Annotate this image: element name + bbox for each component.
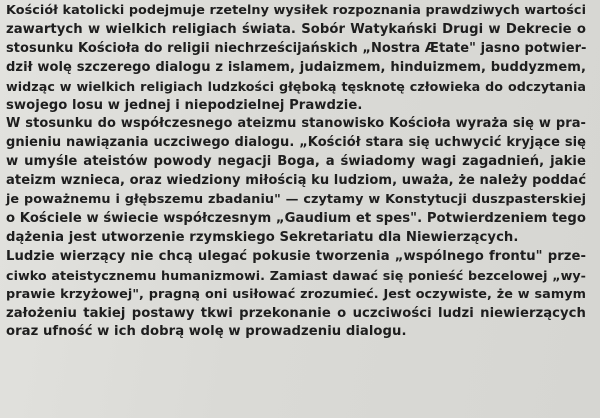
paragraph-atheism xyxy=(6,115,586,247)
text-line: w umyśle ateistów powody negacji Boga, a świadomy wagi zagadnień, jakie xyxy=(6,154,586,170)
text-line: dził wolę szczerego dialogu z islamem, judaizmem, hinduizmem, buddyzmem, xyxy=(6,59,586,75)
text-line: ateizm wznieca, oraz wiedziony miłością ku ludziom, uważa, że należy poddać xyxy=(6,173,587,189)
text-line: zawartych w wielkich religiach świata. Sobór Watykański Drugi w Dekrecie o xyxy=(6,21,586,37)
text-line: oraz ufność w ich dobrą wolę w prowadzeniu dialogu. xyxy=(6,324,407,340)
text-line: dążenia jest utworzenie rzymskiego Sekretariatu dla Niewierzących. xyxy=(6,229,519,245)
text-line: założeniu takiej postawy tkwi przekonanie o uczciwości ludzi niewierzących xyxy=(6,305,586,321)
text-line: gnieniu nawiązania uczciwego dialogu. „Kościół stara się uchwycić kryjące się xyxy=(6,135,586,151)
text-line: stosunku Kościoła do religii niechrześcijańskich „Nostra Ætate" jasno potwier- xyxy=(6,40,587,56)
paragraph-religions xyxy=(6,2,586,115)
text-line: swojego losu w jednej i niepodzielnej Prawdzie. xyxy=(6,97,363,113)
text-line: Ludzie wierzący nie chcą ulegać pokusie tworzenia „wspólnego frontu" prze- xyxy=(6,248,586,264)
text-line: Kościół katolicki podejmuje rzetelny wysiłek rozpoznania prawdziwych wartości xyxy=(6,3,586,18)
text-line: prawie krzyżowej", pragną oni usiłować zrozumieć. Jest oczywiste, że w samym xyxy=(6,286,586,302)
text-line: o Kościele w świecie współczesnym „Gaudium et spes". Potwierdzeniem tego xyxy=(6,210,586,226)
text-line: je poważnemu i głębszemu zbadaniu" — czytamy w Konstytucji duszpasterskiej xyxy=(6,192,586,208)
text-line: ciwko ateistycznemu humanizmowi. Zamiast dawać się ponieść bezcelowej „wy- xyxy=(6,267,586,283)
text-line: W stosunku do współczesnego ateizmu stanowisko Kościoła wyraża się w pra- xyxy=(6,116,586,132)
paragraph-dialogue xyxy=(6,248,586,343)
text-line: widząc w wielkich religiach ludzkości głęboką tęsknotę człowieka do odczytania xyxy=(6,78,586,94)
